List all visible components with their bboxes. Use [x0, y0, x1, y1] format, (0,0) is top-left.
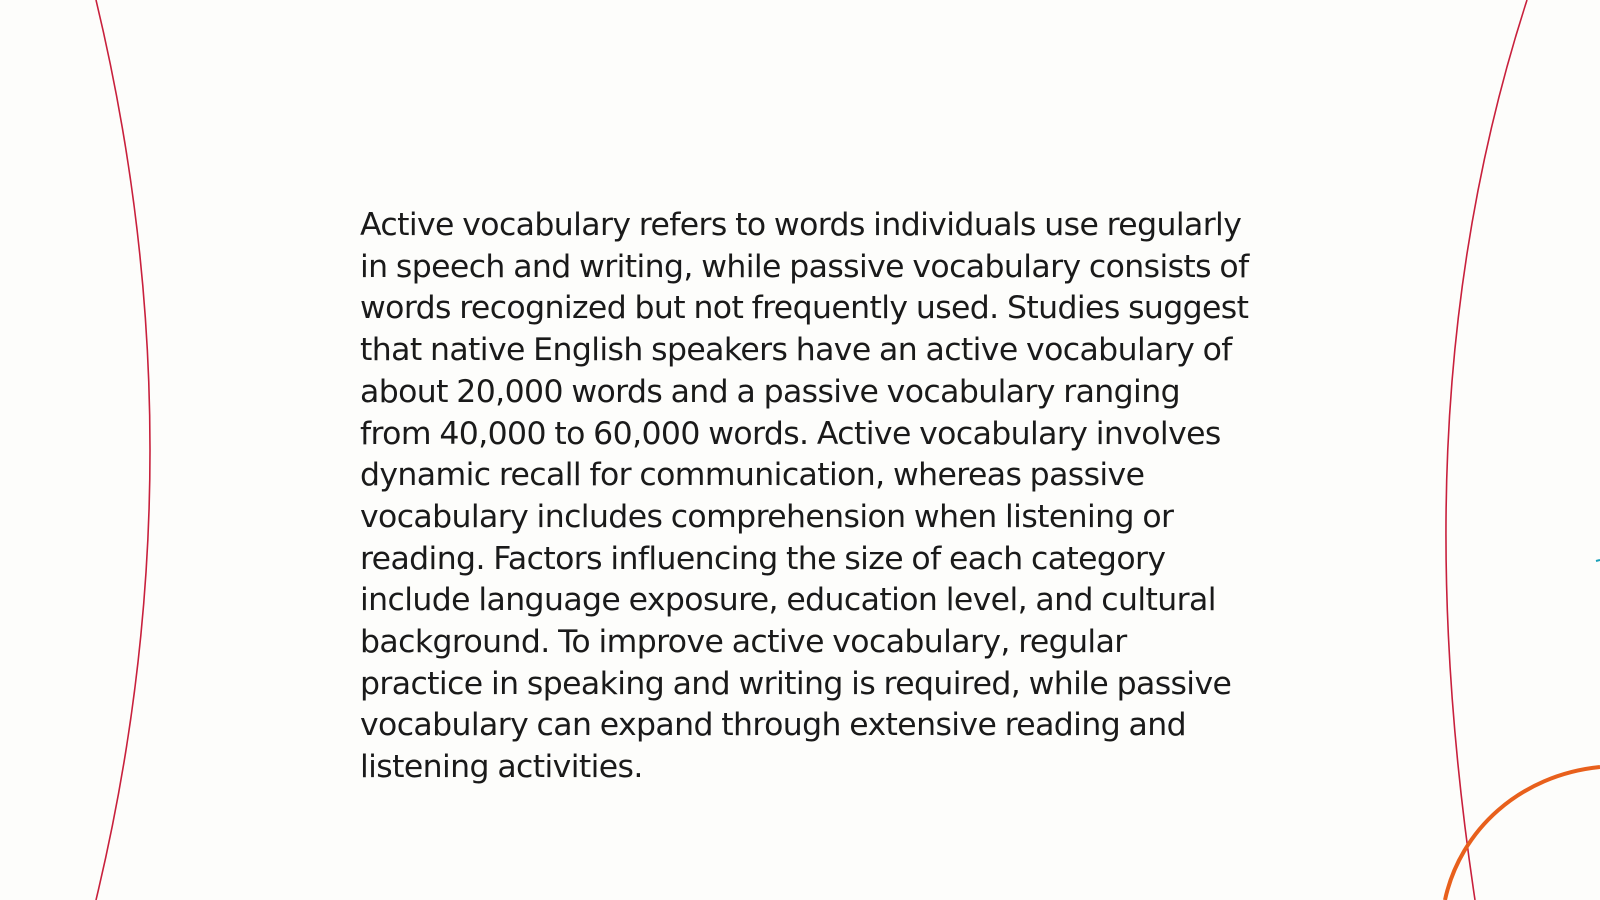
body-paragraph: Active vocabulary refers to words individuals use regularly in speech and writing, while passive vocabulary consists of words recognized but not frequently used. Studies suggest that native English speakers have an active vocabulary of about 20,000 words and a passive vocabulary ranging from 40,000 to 60,000 words. Active vocabulary involves dynamic recall for communication, whereas passive vocabulary includes comprehension when listening or reading. Factors influencing the size of each category include language exposure, education level, and cultural background. To improve active vocabulary, regular practice in speaking and writing is required, while passive vocabulary can expand through extensive reading and listening activities. — [360, 207, 1249, 786]
left-curve-line — [96, 0, 150, 900]
orange-arc — [1445, 767, 1600, 900]
right-curve-line — [1446, 0, 1527, 900]
teal-mark — [1596, 560, 1600, 561]
